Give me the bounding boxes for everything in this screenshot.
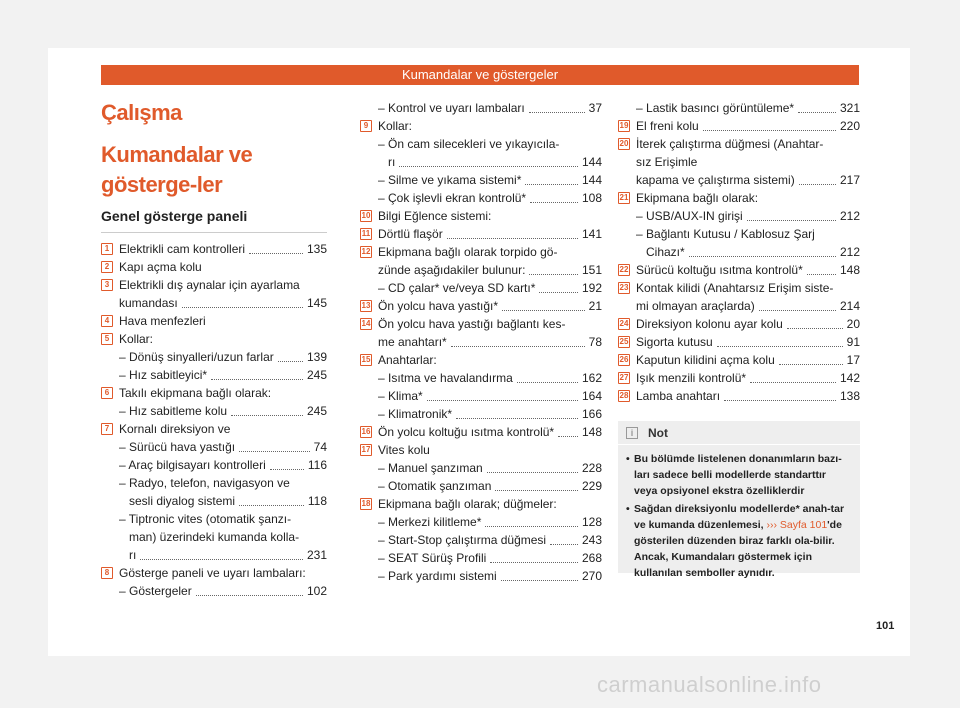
entry-text: – Merkezi kilitleme* (378, 513, 481, 531)
entry-line (378, 459, 602, 477)
dot-leader (487, 472, 578, 473)
entry-line (378, 351, 602, 369)
entry-text: – Kontrol ve uyarı lambaları (378, 99, 525, 117)
entry-text: – Dönüş sinyalleri/uzun farlar (119, 348, 274, 366)
dot-leader (779, 364, 843, 365)
page-reference[interactable]: 145 (306, 296, 327, 310)
callout-number-badge: 22 (619, 265, 629, 274)
page-reference[interactable]: 148 (581, 425, 602, 439)
sub-entry (101, 348, 327, 366)
callout-number-badge: 20 (619, 139, 629, 148)
index-entry (618, 387, 860, 405)
dot-leader (747, 220, 836, 221)
entry-text: rı (129, 548, 137, 562)
entry-text: – Park yardımı sistemi (378, 567, 497, 585)
entry-line (119, 564, 327, 582)
entry-line (378, 567, 602, 585)
page-reference[interactable]: 217 (839, 173, 860, 187)
section-title: Çalışma (101, 100, 182, 125)
entry-line (636, 243, 860, 261)
entry-text: El freni kolu (636, 119, 699, 133)
dot-leader (787, 328, 843, 329)
entry-line (378, 405, 602, 423)
page-reference[interactable]: 118 (307, 494, 327, 508)
index-entry (618, 369, 860, 387)
entry-text: – Otomatik şanzıman (378, 477, 491, 495)
note-bullet-2-text-b: 'de gösterilen düzenden biraz farklı ola-bilir. Ancak, Kumandaları göstermek için kullanılan semboller aynıdır. (634, 519, 842, 579)
sub-entry (360, 513, 602, 531)
callout-number-badge: 8 (101, 567, 113, 579)
entry-text: Lamba anahtarı (636, 389, 721, 403)
main-title: Kumandalar ve gösterge-ler (101, 142, 253, 197)
page-reference[interactable]: 228 (581, 461, 602, 475)
entry-line (119, 312, 327, 330)
callout-number-badge: 3 (101, 279, 113, 291)
index-entry (101, 258, 327, 276)
callout-number-badge: 15 (361, 355, 371, 364)
page-reference[interactable]: 245 (306, 404, 327, 418)
entry-text: – Bağlantı Kutusu / Kablosuz Şarj (636, 225, 860, 243)
entry-line (636, 369, 860, 387)
entry-text: Anahtarlar: (378, 353, 437, 367)
page-reference[interactable]: 21 (588, 299, 602, 313)
callout-number-badge: 2 (101, 261, 113, 273)
entry-text: – Araç bilgisayarı kontrolleri (119, 456, 266, 474)
page-reference[interactable]: 144 (581, 155, 602, 169)
entry-text: Gösterge paneli ve uyarı lambaları: (119, 566, 306, 580)
entry-line (636, 315, 860, 333)
entry-text: man) üzerindeki kumanda kolla- (129, 530, 300, 544)
page-reference[interactable]: 243 (581, 533, 602, 547)
entry-text: Kontak kilidi (Anahtarsız Erişim siste- (636, 281, 834, 295)
entry-text: – Klima* (378, 387, 423, 405)
entry-line (636, 351, 860, 369)
page-reference[interactable]: 108 (581, 191, 602, 205)
sub-entry (101, 510, 327, 564)
entry-line (378, 387, 602, 405)
dot-leader (495, 490, 578, 491)
entry-line (119, 438, 327, 456)
entry-text: Cihazı* (646, 245, 685, 259)
page-reference[interactable]: 74 (313, 440, 327, 454)
sub-entry (360, 189, 602, 207)
page-reference[interactable]: 138 (839, 389, 860, 403)
page-reference[interactable]: 135 (306, 242, 327, 256)
index-entry (101, 276, 327, 312)
entry-line (636, 117, 860, 135)
index-entry (618, 333, 860, 351)
entry-text: Ekipmana bağlı olarak torpido gö- (378, 245, 558, 259)
entry-line (119, 582, 327, 600)
entry-text: mi olmayan araçlarda) (636, 299, 755, 313)
entry-line (378, 297, 602, 315)
sub-entry (360, 531, 602, 549)
callout-number-badge: 11 (361, 229, 371, 238)
entry-text: – Klimatronik* (378, 405, 452, 423)
entry-line (378, 477, 602, 495)
entry-text: Bilgi Eğlence sistemi: (378, 209, 492, 223)
page-number: 101 (876, 620, 895, 632)
index-entry (618, 261, 860, 279)
note-bullet-2 (626, 501, 852, 581)
dot-leader (490, 562, 578, 563)
callout-number-badge: 14 (361, 319, 371, 328)
entry-line (378, 207, 602, 225)
entry-line (119, 348, 327, 366)
page-reference[interactable]: 20 (846, 317, 860, 331)
index-entry (360, 423, 602, 441)
entry-text: Elektrikli dış aynalar için ayarlama (119, 278, 300, 292)
watermark: carmanualsonline.info (597, 672, 822, 697)
dot-leader (270, 469, 304, 470)
index-entry (360, 315, 602, 351)
entry-line (119, 330, 327, 348)
entry-text: Sigorta kutusu (636, 335, 713, 349)
entry-line (119, 456, 327, 474)
index-entry (618, 117, 860, 135)
entry-line (378, 513, 602, 531)
page-reference[interactable]: 229 (581, 479, 602, 493)
sub-entry (101, 402, 327, 420)
entry-text: – SEAT Sürüş Profili (378, 549, 486, 567)
page-reference[interactable]: 212 (839, 209, 860, 223)
dot-leader (485, 526, 578, 527)
sub-entry (360, 567, 602, 585)
dot-leader (807, 274, 836, 275)
dot-leader (140, 559, 303, 560)
index-entry (101, 384, 327, 402)
entry-line (378, 171, 602, 189)
entry-line (119, 384, 327, 402)
index-entry (101, 312, 327, 330)
entry-text: kumandası (119, 296, 178, 310)
sub-entry (101, 582, 327, 600)
dot-leader (703, 130, 836, 131)
note-body (618, 445, 860, 581)
page-reference[interactable]: 231 (306, 548, 327, 562)
entry-text: – Çok işlevli ekran kontrolü* (378, 189, 526, 207)
entry-line (119, 366, 327, 384)
entry-text: – Tiptronic vites (otomatik şanzı- (119, 510, 327, 528)
index-entry (618, 279, 860, 315)
sub-entry (618, 207, 860, 225)
page-reference[interactable]: 166 (581, 407, 602, 421)
entry-line (636, 189, 860, 207)
entry-text: sız Erişimle (636, 155, 698, 169)
page-reference-link[interactable]: ››› Sayfa 101 (766, 519, 828, 531)
page-reference[interactable]: 37 (588, 101, 602, 115)
entry-line (636, 297, 860, 315)
page-reference[interactable]: 270 (581, 569, 602, 583)
dot-leader (196, 595, 303, 596)
page-reference[interactable]: 141 (581, 227, 602, 241)
entry-text: – Sürücü hava yastığı (119, 438, 235, 456)
sub-entry (101, 438, 327, 456)
entry-line (119, 402, 327, 420)
note-bullet-1 (626, 451, 852, 499)
index-entry (360, 207, 602, 225)
callout-number-badge: 25 (619, 337, 629, 346)
entry-text: Hava menfezleri (119, 314, 206, 328)
entry-text: sesli diyalog sistemi (129, 494, 236, 508)
callout-number-badge: 1 (101, 243, 113, 255)
entry-line (119, 420, 327, 438)
entry-line (378, 495, 602, 513)
entry-text: – Hız sabitleyici* (119, 366, 207, 384)
dot-leader (799, 184, 836, 185)
dot-leader (750, 382, 836, 383)
entry-line (378, 333, 602, 351)
dot-leader (447, 238, 578, 239)
entry-text: – Radyo, telefon, navigasyon ve (119, 474, 327, 492)
callout-number-badge: 21 (619, 193, 629, 202)
sub-entry (618, 225, 860, 261)
index-entry (618, 315, 860, 333)
sub-entry (360, 171, 602, 189)
index-entry (101, 330, 327, 348)
entry-line (378, 279, 602, 297)
entry-line (378, 369, 602, 387)
entry-text: – Start-Stop çalıştırma düğmesi (378, 531, 546, 549)
entry-text: – Ön cam silecekleri ve yıkayıcıla- (378, 135, 602, 153)
sub-entry (360, 279, 602, 297)
page-reference[interactable]: 116 (307, 458, 327, 472)
page-reference[interactable]: 212 (839, 245, 860, 259)
page-reference[interactable]: 192 (581, 281, 602, 295)
page-reference[interactable]: 148 (839, 263, 860, 277)
dot-leader (231, 415, 303, 416)
callout-number-badge: 27 (619, 373, 629, 382)
callout-number-badge: 17 (361, 445, 371, 454)
sub-entry (360, 135, 602, 171)
dot-leader (530, 202, 578, 203)
subheading: Genel gösterge paneli (101, 208, 327, 233)
entry-text: Ekipmana bağlı olarak; düğmeler: (378, 497, 557, 511)
callout-number-badge: 23 (619, 283, 629, 292)
entry-line (378, 117, 602, 135)
entry-line (119, 294, 327, 312)
index-entry (101, 420, 327, 438)
dot-leader (399, 166, 578, 167)
entry-text: – USB/AUX-IN girişi (636, 207, 743, 225)
callout-number-badge: 13 (361, 301, 371, 310)
entry-text: – Göstergeler (119, 582, 192, 600)
dot-leader (278, 361, 303, 362)
sub-entry (360, 99, 602, 117)
page-reference[interactable]: 268 (581, 551, 602, 565)
entry-text: Kaputun kilidini açma kolu (636, 353, 775, 367)
callout-number-badge: 9 (360, 120, 372, 132)
callout-number-badge: 5 (101, 333, 113, 345)
entry-text: İterek çalıştırma düğmesi (Anahtar- (636, 137, 824, 151)
entry-text: kapama ve çalıştırma sistemi) (636, 173, 795, 187)
entry-line (378, 423, 602, 441)
entry-text: me anahtarı* (378, 335, 447, 349)
entry-line (378, 441, 602, 459)
entry-text: – Isıtma ve havalandırma (378, 369, 513, 387)
page-reference[interactable]: 102 (306, 584, 327, 598)
index-entry (618, 351, 860, 369)
sub-entry (360, 477, 602, 495)
dot-leader (239, 505, 304, 506)
entry-text: Ekipmana bağlı olarak: (636, 191, 759, 205)
entry-text: Ön yolcu hava yastığı* (378, 299, 499, 313)
index-entry (360, 297, 602, 315)
page-reference[interactable]: 142 (839, 371, 860, 385)
dot-leader (529, 274, 578, 275)
callout-number-badge: 18 (361, 499, 371, 508)
entry-line (378, 153, 602, 171)
entry-line (636, 99, 860, 117)
callout-number-badge: 24 (619, 319, 629, 328)
entry-line (119, 492, 327, 510)
index-entry (101, 240, 327, 258)
note-box (618, 421, 860, 579)
index-entry (360, 495, 602, 513)
entry-text: – Lastik basıncı görüntüleme* (636, 99, 794, 117)
entry-text: Kollar: (119, 332, 154, 346)
note-bullet-1-text: Bu bölümde listelenen donanımların bazı-ları sadece belli modellerde standarttır veya opsiyonel ekstra özelliklerdir (634, 453, 842, 497)
dot-leader (689, 256, 836, 257)
callout-number-badge: 19 (619, 121, 629, 130)
entry-text: – Hız sabitleme kolu (119, 402, 227, 420)
entry-line (636, 333, 860, 351)
entry-text: Ön yolcu koltuğu ısıtma kontrolü* (378, 425, 555, 439)
index-entry (618, 189, 860, 207)
entry-text: Kollar: (378, 119, 413, 133)
page-reference[interactable]: 139 (306, 350, 327, 364)
entry-text: – Silme ve yıkama sistemi* (378, 171, 521, 189)
sub-entry (101, 456, 327, 474)
dot-leader (451, 346, 585, 347)
callout-number-badge: 7 (101, 423, 113, 435)
callout-number-badge: 26 (619, 355, 629, 364)
sub-entry (360, 369, 602, 387)
entry-line (378, 531, 602, 549)
callout-number-badge: 12 (361, 247, 371, 256)
index-entry (360, 441, 602, 459)
entry-line (636, 207, 860, 225)
page-reference[interactable]: 220 (839, 119, 860, 133)
page-reference[interactable]: 91 (846, 335, 860, 349)
dot-leader (550, 544, 578, 545)
index-entry (101, 564, 327, 582)
dot-leader (525, 184, 578, 185)
index-entry (618, 135, 860, 189)
entry-text: Sürücü koltuğu ısıtma kontrolü* (636, 263, 803, 277)
callout-number-badge: 16 (361, 427, 371, 436)
index-entry (360, 243, 602, 279)
note-header (618, 421, 860, 445)
callout-number-badge: 28 (619, 391, 629, 400)
entry-text: Takılı ekipmana bağlı olarak: (119, 386, 272, 400)
sub-entry (618, 99, 860, 117)
dot-leader (182, 307, 303, 308)
entry-line (378, 261, 602, 279)
dot-leader (501, 580, 578, 581)
entry-text: rı (388, 155, 396, 169)
entry-line (378, 189, 602, 207)
page-reference[interactable]: 162 (581, 371, 602, 385)
entry-text: Ön yolcu hava yastığı bağlantı kes- (378, 317, 566, 331)
dot-leader (529, 112, 585, 113)
entry-text: – Manuel şanzıman (378, 459, 483, 477)
page-reference[interactable]: 214 (839, 299, 860, 313)
page-reference[interactable]: 151 (581, 263, 602, 277)
entry-line (378, 225, 602, 243)
entry-line (378, 549, 602, 567)
callout-number-badge: 10 (361, 211, 371, 220)
dot-leader (717, 346, 843, 347)
dot-leader (456, 418, 578, 419)
sub-entry (101, 366, 327, 384)
page-reference[interactable]: 17 (846, 353, 860, 367)
page-header: Kumandalar ve göstergeler (101, 65, 859, 85)
page-reference[interactable]: 78 (588, 335, 602, 349)
sub-entry (360, 459, 602, 477)
entry-text: Kornalı direksiyon ve (119, 422, 231, 436)
index-entry (360, 351, 602, 369)
dot-leader (724, 400, 836, 401)
sub-entry (360, 387, 602, 405)
entry-text: Kapı açma kolu (119, 260, 202, 274)
entry-text: zünde aşağıdakiler bulunur: (378, 263, 526, 277)
dot-leader (502, 310, 585, 311)
page-reference[interactable]: 164 (581, 389, 602, 403)
dot-leader (427, 400, 578, 401)
dot-leader (211, 379, 303, 380)
dot-leader (517, 382, 578, 383)
entry-line (636, 261, 860, 279)
sub-entry (101, 474, 327, 510)
entry-line (636, 387, 860, 405)
entry-line (119, 258, 327, 276)
entry-text: Elektrikli cam kontrolleri (119, 242, 246, 256)
entry-text: Vites kolu (378, 443, 430, 457)
page-reference[interactable]: 128 (581, 515, 602, 529)
dot-leader (759, 310, 836, 311)
entry-text: Işık menzili kontrolü* (636, 371, 747, 385)
page-reference[interactable]: 321 (839, 101, 860, 115)
index-entry (360, 117, 602, 135)
dot-leader (539, 292, 578, 293)
page-reference[interactable]: 245 (306, 368, 327, 382)
entry-text: Direksiyon kolonu ayar kolu (636, 317, 783, 331)
entry-line (119, 240, 327, 258)
dot-leader (558, 436, 578, 437)
note-title: Not (648, 425, 668, 440)
callout-number-badge: 4 (101, 315, 113, 327)
note-bullet-2-text-a: Sağdan direksiyonlu modellerde* anah-tar ve kumanda düzenlemesi, (634, 503, 845, 531)
entry-text: Dörtlü flaşör (378, 227, 443, 241)
sub-entry (360, 405, 602, 423)
entry-line (378, 99, 602, 117)
dot-leader (239, 451, 310, 452)
sub-entry (360, 549, 602, 567)
page-reference[interactable]: 144 (581, 173, 602, 187)
entry-line (636, 171, 860, 189)
dot-leader (798, 112, 836, 113)
info-icon: i (626, 427, 638, 439)
entry-line (119, 546, 327, 564)
callout-number-badge: 6 (101, 387, 113, 399)
entry-text: – CD çalar* ve/veya SD kartı* (378, 279, 535, 297)
index-entry (360, 225, 602, 243)
dot-leader (249, 253, 303, 254)
